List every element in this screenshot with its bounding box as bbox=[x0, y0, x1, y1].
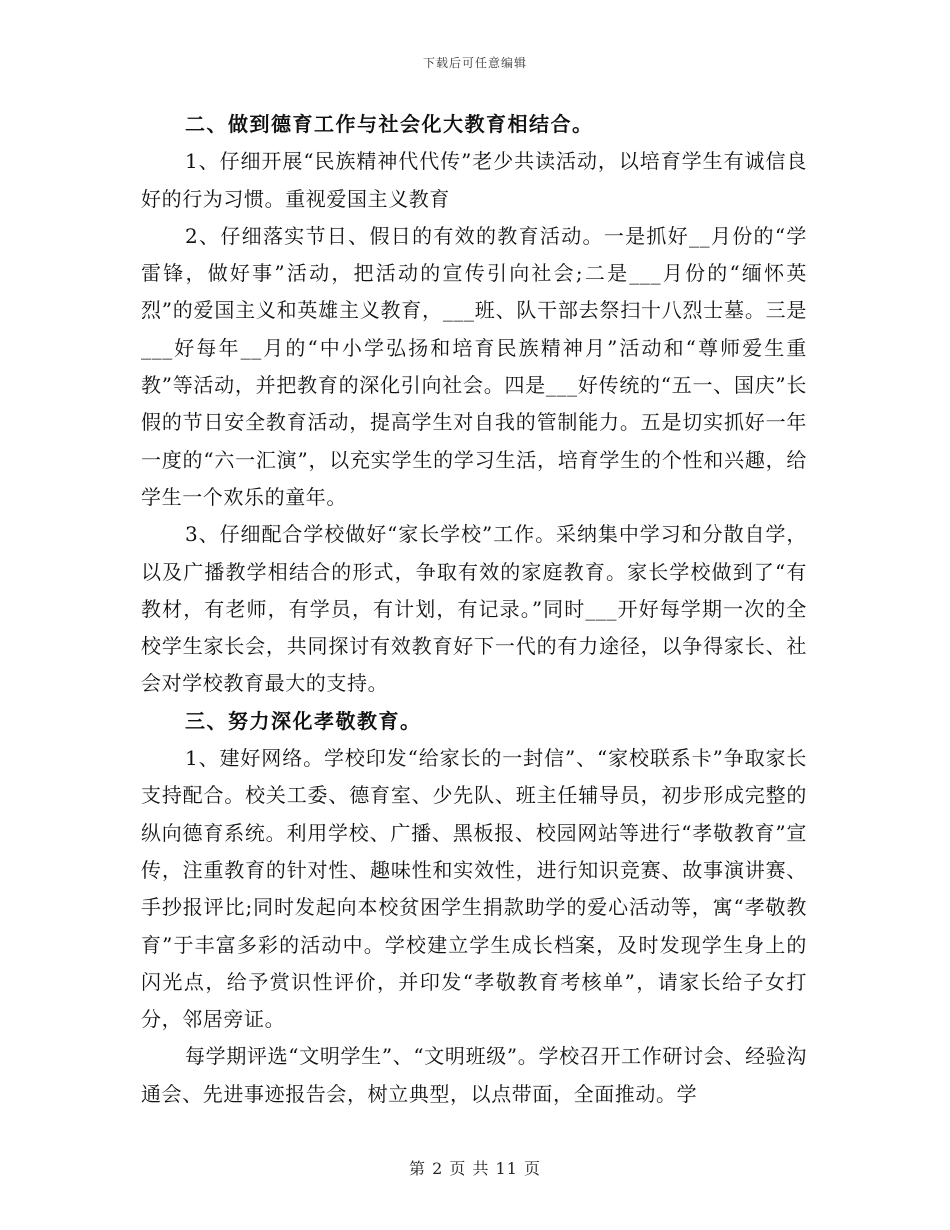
page-number-footer: 第 2 页 共 11 页 bbox=[409, 1159, 541, 1178]
document-body bbox=[141, 106, 807, 1113]
paragraph-2-1: 1、仔细开展“民族精神代代传”老少共读活动，以培育学生有诚信良好的行为习惯。重视爱国主义教育 bbox=[141, 149, 807, 211]
section-heading-2: 二、做到德育工作与社会化大教育相结合。 bbox=[185, 112, 594, 136]
paragraph-3-1: 1、建好网络。学校印发“给家长的一封信”、“家校联系卡”争取家长支持配合。校关工委、德育室、少先队、班主任辅导员，初步形成完整的纵向德育系统。利用学校、广播、黑板报、校园网站等进行“孝敬教育”宣传，注重教育的针对性、趣味性和实效性，进行知识竞赛、故事演讲赛、手抄报评比;同时发起向本校贫困学生捐款助学的爱心活动等，寓“孝敬教育”于丰富多彩的活动中。学校建立学生成长档案，及时发现学生身上的闪光点，给予赏识性评价，并印发“孝敬教育考核单”，请家长给子女打分，邻居旁证。 bbox=[141, 746, 807, 1032]
section-heading-3: 三、努力深化孝敬教育。 bbox=[185, 708, 422, 733]
paragraph-2-2: 2、仔细落实节日、假日的有效的教育活动。一是抓好__月份的“学雷锋，做好事”活动，把活动的宣传引向社会;二是___月份的“缅怀英烈”的爱国主义和英雄主义教育，___班、队干部去祭扫十八烈士墓。三是___好每年__月的“中小学弘扬和培育民族精神月”活动和“尊师爱生重教”等活动，并把教育的深化引向社会。四是___好传统的“五一、国庆”长假的节日安全教育活动，提高学生对自我的管制能力。五是切实抓好一年一度的“六一汇演”，以充实学生的学习生活，培育学生的个性和兴趣，给学生一个欢乐的童年。 bbox=[141, 223, 807, 509]
header-note: 下载后可任意编辑 bbox=[422, 56, 527, 70]
paragraph-2-3: 3、仔细配合学校做好“家长学校”工作。采纳集中学习和分散自学，以及广播教学相结合的形式，争取有效的家庭教育。家长学校做到了“有教材，有老师，有学员，有计划，有记录。”同时___开好每学期一次的全校学生家长会，共同探讨有效教育好下一代的有力途径，以争得家长、社会对学校教育最大的支持。 bbox=[141, 522, 807, 696]
paragraph-3-2: 每学期评选“文明学生”、“文明班级”。学校召开工作研讨会、经验沟通会、先进事迹报告会，树立典型，以点带面，全面推动。学 bbox=[141, 1044, 807, 1106]
